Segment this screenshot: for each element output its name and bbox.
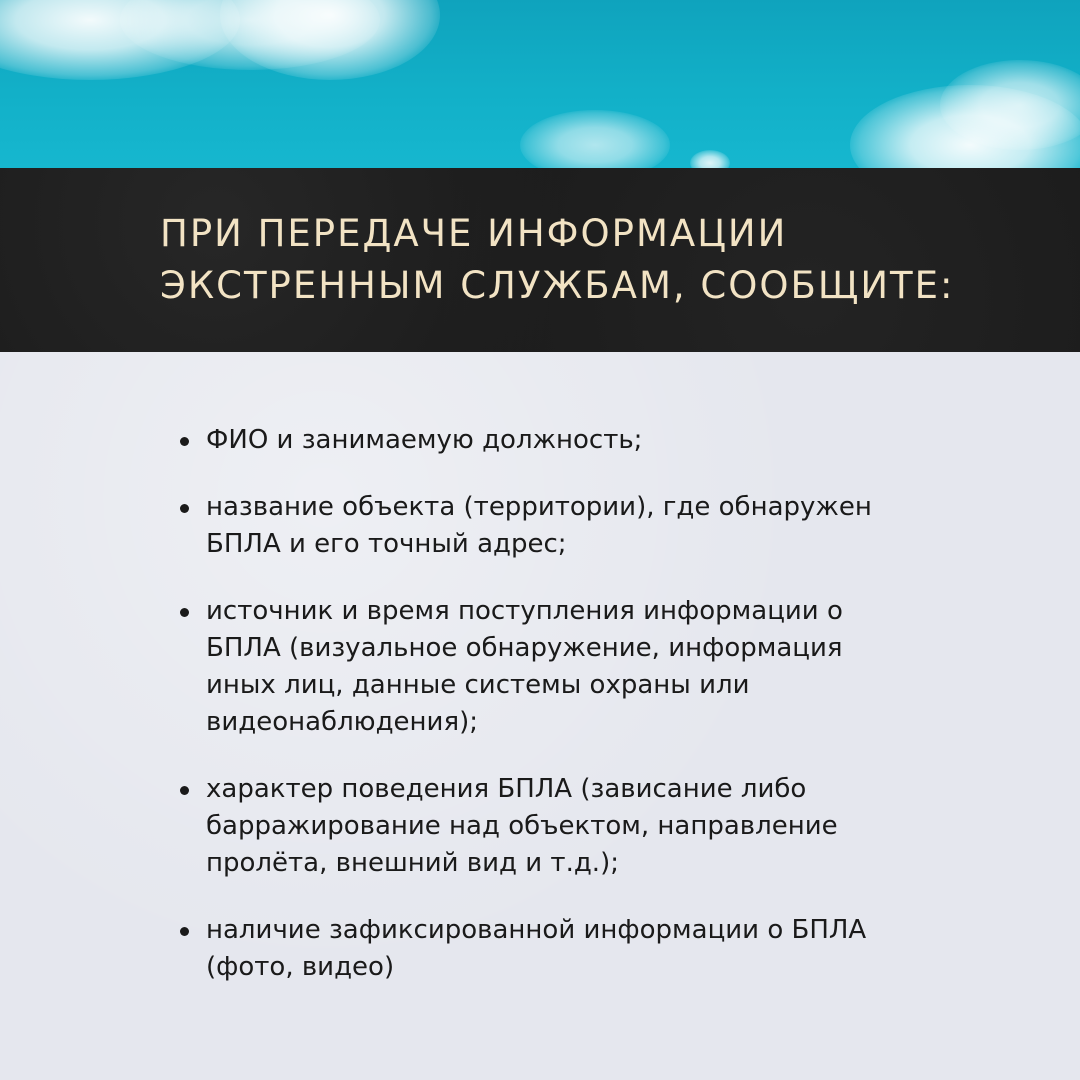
header-band — [0, 168, 1080, 352]
cloud-icon — [690, 150, 730, 168]
bullet-icon — [180, 927, 189, 936]
page-title — [160, 208, 954, 312]
list-item — [176, 489, 896, 563]
bullet-icon — [180, 437, 189, 446]
cloud-icon — [520, 110, 670, 168]
title-line-1: ПРИ ПЕРЕДАЧЕ ИНФОРМАЦИИ — [160, 212, 788, 255]
list-item-text: наличие зафиксированной информации о БПЛА (фото, видео) — [206, 915, 867, 982]
content-area — [0, 352, 1080, 1080]
bullet-icon — [180, 786, 189, 795]
list-item-text: источник и время поступления информации о БПЛА (визуальное обнаружение, информация иных лиц, данные системы охраны или видеонаблюдения); — [206, 596, 843, 737]
info-list — [176, 422, 896, 1016]
bullet-icon — [180, 608, 189, 617]
title-line-2: ЭКСТРЕННЫМ СЛУЖБАМ, СООБЩИТЕ: — [160, 264, 955, 307]
list-item — [176, 593, 896, 741]
sky-banner — [0, 0, 1080, 168]
list-item-text: ФИО и занимаемую должность; — [206, 425, 643, 455]
list-item-text: характер поведения БПЛА (зависание либо барражирование над объектом, направление пролёта, внешний вид и т.д.); — [206, 774, 838, 878]
list-item — [176, 771, 896, 882]
list-item-text: название объекта (территории), где обнаружен БПЛА и его точный адрес; — [206, 492, 872, 559]
bullet-icon — [180, 504, 189, 513]
list-item — [176, 422, 896, 459]
list-item — [176, 912, 896, 986]
